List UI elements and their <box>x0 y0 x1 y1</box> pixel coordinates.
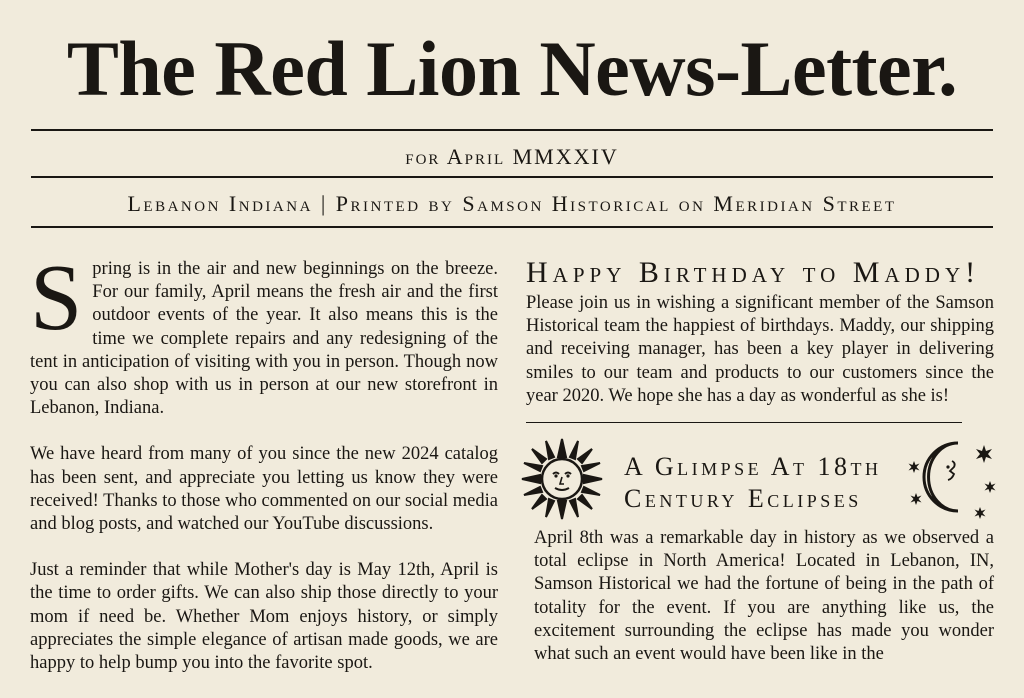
left-column <box>30 246 498 698</box>
birthday-headline: Happy Birthday to Maddy! <box>526 256 981 289</box>
intro-paragraph <box>30 246 498 420</box>
masthead-rule-middle <box>31 176 993 178</box>
eclipse-headline <box>624 451 881 515</box>
masthead-rule-bottom <box>31 226 993 228</box>
eclipse-headline-line2: Century Eclipses <box>624 484 862 514</box>
intro-text: pring is in the air and new beginnings on the breeze. For our family, April means the fresh air and the first outdoor events of the year. It also means this is the time we complete repairs and any redesigning of the tent in anticipation of visiting with you in person. Though now you can also shop with us in person at our new storefront in Lebanon, Indiana. <box>30 259 498 419</box>
section-divider <box>526 422 962 423</box>
issue-date: for April MMXXIV <box>405 144 619 169</box>
catalog-paragraph: We have heard from many of you since the new 2024 catalog has been sent, and appreciate you letting us know they were received! Thanks to those who commented on our social media and blog posts, and watched our YouTube discussions. <box>30 444 498 535</box>
eclipse-header <box>526 429 994 527</box>
masthead-rule-top <box>31 129 993 131</box>
crescent-moon-face-icon <box>906 431 998 523</box>
eclipse-body: April 8th was a remarkable day in history as we observed a total eclipse in North America! Located in Lebanon, IN, Samson Historical we had the fortune of being in the path of totality for the event. If you are anything like us, the excitement surrounding the eclipse has made you wonder what such an event would have been like in the <box>534 528 994 665</box>
right-column <box>526 258 994 666</box>
sun-face-icon <box>518 435 606 523</box>
mothers-day-paragraph: Just a reminder that while Mother's day is May 12th, April is the time to order gifts. We can also ship those directly to your mom if need be. Whether Mom enjoys history, or simply appreciates the simple elegance of artisan made goods, we are happy to help bump you into the favorite spot. <box>30 560 498 674</box>
location-line: Lebanon Indiana | Printed by Samson Historical on Meridian Street <box>127 191 897 216</box>
birthday-body: Please join us in wishing a significant member of the Samson Historical team the happiest of birthdays. Maddy, our shipping and receiving manager, has been a key player in delivering smiles to our team and products to our customers since the year 2020. We hope she has a day as wonderful as she is! <box>526 293 994 406</box>
masthead-title: The Red Lion News-Letter. <box>66 25 958 112</box>
eclipse-headline-line1: A Glimpse At 18th <box>624 452 882 482</box>
dropcap: S <box>30 246 83 350</box>
